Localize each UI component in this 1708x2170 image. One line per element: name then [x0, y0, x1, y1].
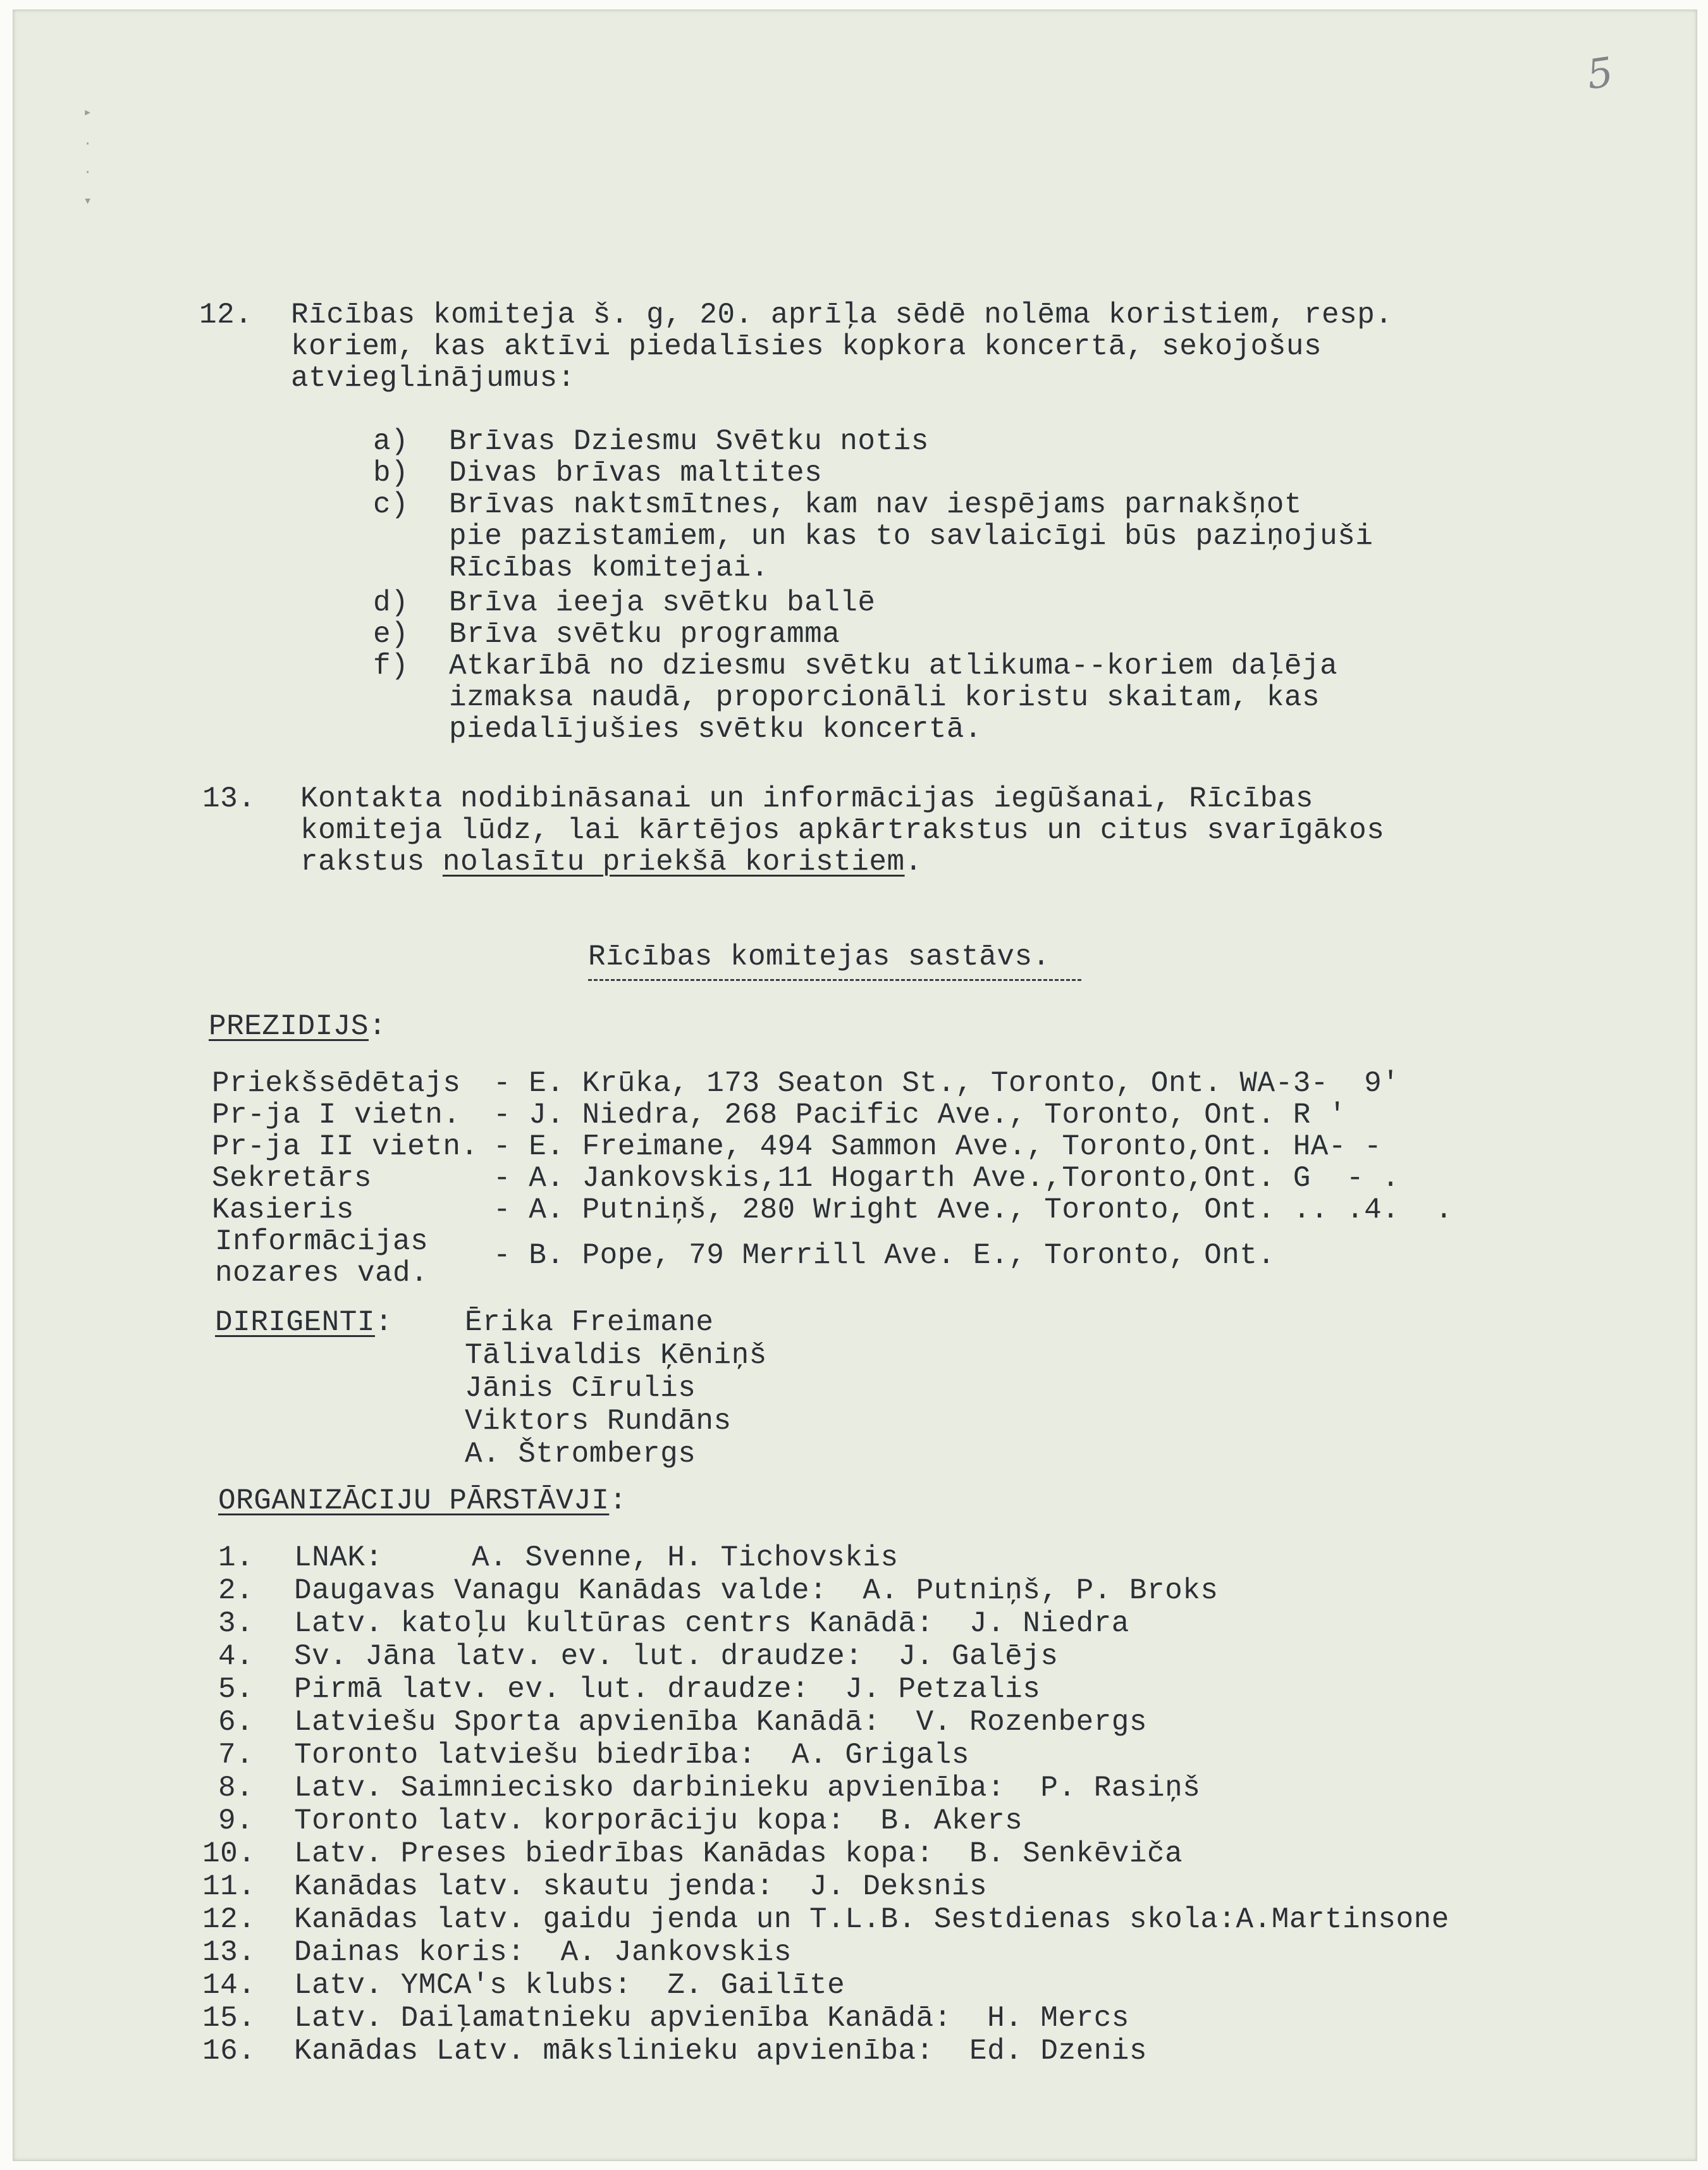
dirigent-name-5: A. Štrombergs — [465, 1438, 696, 1470]
org-text-13: Dainas koris: A. Jankovskis — [294, 1936, 792, 1969]
prezidijs-info-text: - B. Pope, 79 Merrill Ave. E., Toronto, Ont. — [493, 1239, 1275, 1272]
org-text-4: Sv. Jāna latv. ev. lut. draudze: J. Galējs — [294, 1640, 1059, 1673]
section-title-rule — [588, 979, 1081, 981]
org-text-11: Kanādas latv. skautu jenda: J. Deksnis — [294, 1870, 988, 1903]
item-13-number: 13. — [202, 782, 256, 815]
item-13-underlined-text: nolasītu priekšā koristiem — [442, 846, 905, 878]
item-12-number: 12. — [199, 299, 253, 331]
prezidijs-info-role-1: Informācijas — [215, 1225, 429, 1258]
item-12-sub-c-letter: c) — [373, 488, 409, 521]
org-number-15: 15. — [202, 2002, 256, 2035]
prezidijs-role-1: Priekšsēdētajs — [212, 1067, 461, 1100]
dirigent-name-1: Ērika Freimane — [465, 1306, 714, 1339]
item-13-line-1: Kontakta nodibināsanai un informācijas iegūšanai, Rīcības — [300, 782, 1313, 815]
org-text-9: Toronto latv. korporāciju kopa: B. Akers — [294, 1804, 1023, 1837]
prezidijs-role-5: Kasieris — [212, 1193, 354, 1226]
item-12-line-1: Rīcības komiteja š. g, 20. aprīļa sēdē nolēma koristiem, resp. — [291, 299, 1393, 331]
item-13-line-3-suffix: . — [904, 846, 923, 878]
dirigenti-heading — [215, 1308, 393, 1337]
org-text-16: Kanādas Latv. mākslinieku apvienība: Ed. Dzenis — [294, 2035, 1148, 2068]
item-12-sub-c-line-1: Brīvas naktsmītnes, kam nav iespējams parnakšņot — [449, 488, 1303, 521]
item-12-sub-f-line-1: Atkarībā no dziesmu svētku atlikuma--koriem daļēja — [449, 650, 1338, 682]
org-number-2: 2. — [218, 1574, 254, 1607]
page-number: 5 — [1584, 49, 1616, 99]
item-12-sub-c-line-2: pie pazistamiem, un kas to savlaicīgi būs paziņojuši — [449, 520, 1373, 553]
org-text-10: Latv. Preses biedrības Kanādas kopa: B. Senkēviča — [294, 1837, 1183, 1870]
org-number-6: 6. — [218, 1706, 254, 1739]
prezidijs-text-1: - E. Krūka, 173 Seaton St., Toronto, Ont. WA-3- 9' — [493, 1067, 1400, 1100]
org-text-3: Latv. katoļu kultūras centrs Kanādā: J. Niedra — [294, 1607, 1129, 1640]
org-text-15: Latv. Daiļamatnieku apvienība Kanādā: H. Mercs — [294, 2002, 1129, 2035]
dirigent-name-3: Jānis Cīrulis — [465, 1372, 696, 1405]
org-text-2: Daugavas Vanagu Kanādas valde: A. Putniņš, P. Broks — [294, 1574, 1219, 1607]
prezidijs-role-4: Sekretārs — [212, 1162, 372, 1195]
punch-mark-icon: ▾ — [83, 194, 92, 209]
prezidijs-role-3: Pr-ja II vietn. — [212, 1130, 479, 1163]
dirigenti-heading-text: DIRIGENTI — [215, 1306, 375, 1339]
org-text-5: Pirmā latv. ev. lut. draudze: J. Petzalis — [294, 1673, 1041, 1706]
org-text-7: Toronto latviešu biedrība: A. Grigals — [294, 1739, 969, 1772]
item-12-sub-d-letter: d) — [373, 586, 409, 619]
org-number-3: 3. — [218, 1607, 254, 1640]
dirigenti-heading-colon: : — [374, 1306, 393, 1339]
item-12-sub-f-letter: f) — [373, 650, 409, 682]
prezidijs-info-role-2: nozares vad. — [215, 1257, 429, 1290]
prezidijs-heading — [209, 1012, 386, 1041]
item-13-line-3 — [300, 848, 923, 877]
item-12-sub-c-line-3: Rīcības komitejai. — [449, 552, 769, 584]
prezidijs-heading-colon: : — [368, 1010, 387, 1043]
item-12-sub-f-line-3: piedalījušies svētku koncertā. — [449, 713, 983, 746]
item-12-line-3: atvieglinājumus: — [291, 362, 575, 395]
org-text-14: Latv. YMCA's klubs: Z. Gailīte — [294, 1969, 845, 2002]
punch-mark-icon: · — [83, 164, 92, 180]
organizacijas-heading-colon: : — [609, 1484, 627, 1517]
org-number-9: 9. — [218, 1804, 254, 1837]
org-number-11: 11. — [202, 1870, 256, 1903]
item-13-line-2: komiteja lūdz, lai kārtējos apkārtrakstus un citus svarīgākos — [300, 814, 1385, 847]
org-text-12: Kanādas latv. gaidu jenda un T.L.B. Sestdienas skola:A.Martinsone — [294, 1903, 1449, 1936]
org-text-1: LNAK: A. Svenne, H. Tichovskis — [294, 1541, 899, 1574]
punch-mark-icon: ▸ — [83, 105, 92, 121]
prezidijs-heading-text: PREZIDIJS — [209, 1010, 369, 1043]
org-number-8: 8. — [218, 1772, 254, 1804]
organizacijas-heading — [218, 1486, 627, 1515]
prezidijs-text-5: - A. Putniņš, 280 Wright Ave., Toronto, Ont. .. .4. . — [493, 1193, 1453, 1226]
dirigent-name-4: Viktors Rundāns — [465, 1405, 732, 1438]
org-number-1: 1. — [218, 1541, 254, 1574]
org-number-16: 16. — [202, 2035, 256, 2068]
org-number-4: 4. — [218, 1640, 254, 1673]
organizacijas-heading-text: ORGANIZĀCIJU PĀRSTĀVJI — [218, 1484, 610, 1517]
section-title: Rīcības komitejas sastāvs. — [588, 940, 1050, 973]
org-number-10: 10. — [202, 1837, 256, 1870]
org-text-8: Latv. Saimnieciskо darbinieku apvienība: P. Rasiņš — [294, 1772, 1201, 1804]
prezidijs-role-2: Pr-ja I vietn. — [212, 1099, 461, 1131]
item-12-sub-e-letter: e) — [373, 618, 409, 651]
item-12-sub-b-text: Divas brīvas maltites — [449, 457, 823, 490]
org-number-14: 14. — [202, 1969, 256, 2002]
item-12-line-2: koriem, kas aktīvi piedalīsies kopkora koncertā, sekojošus — [291, 330, 1322, 363]
item-13-line-3-prefix: rakstus — [300, 846, 443, 878]
org-number-7: 7. — [218, 1739, 254, 1772]
org-number-13: 13. — [202, 1936, 256, 1969]
item-12-sub-b-letter: b) — [373, 457, 409, 490]
org-number-12: 12. — [202, 1903, 256, 1936]
org-text-6: Latviešu Sporta apvienība Kanādā: V. Rozenbergs — [294, 1706, 1148, 1739]
prezidijs-text-4: - A. Jankovskis,11 Hogarth Ave.,Toronto,Ont. G - . — [493, 1162, 1400, 1195]
prezidijs-text-3: - E. Freimane, 494 Sammon Ave., Toronto,Ont. HA- - — [493, 1130, 1382, 1163]
punch-mark-icon: · — [83, 136, 92, 152]
prezidijs-text-2: - J. Niedra, 268 Pacific Ave., Toronto, Ont. R ' — [493, 1099, 1347, 1131]
item-12-sub-f-line-2: izmaksa naudā, proporcionāli koristu skaitam, kas — [449, 681, 1320, 714]
item-12-sub-e-text: Brīva svētku programma — [449, 618, 840, 651]
item-12-sub-a-text: Brīvas Dziesmu Svētku notis — [449, 425, 929, 458]
item-12-sub-d-text: Brīva ieeja svētku ballē — [449, 586, 876, 619]
item-12-sub-a-letter: a) — [373, 425, 409, 458]
org-number-5: 5. — [218, 1673, 254, 1706]
dirigent-name-2: Tālivaldis Ķēniņš — [465, 1339, 767, 1372]
